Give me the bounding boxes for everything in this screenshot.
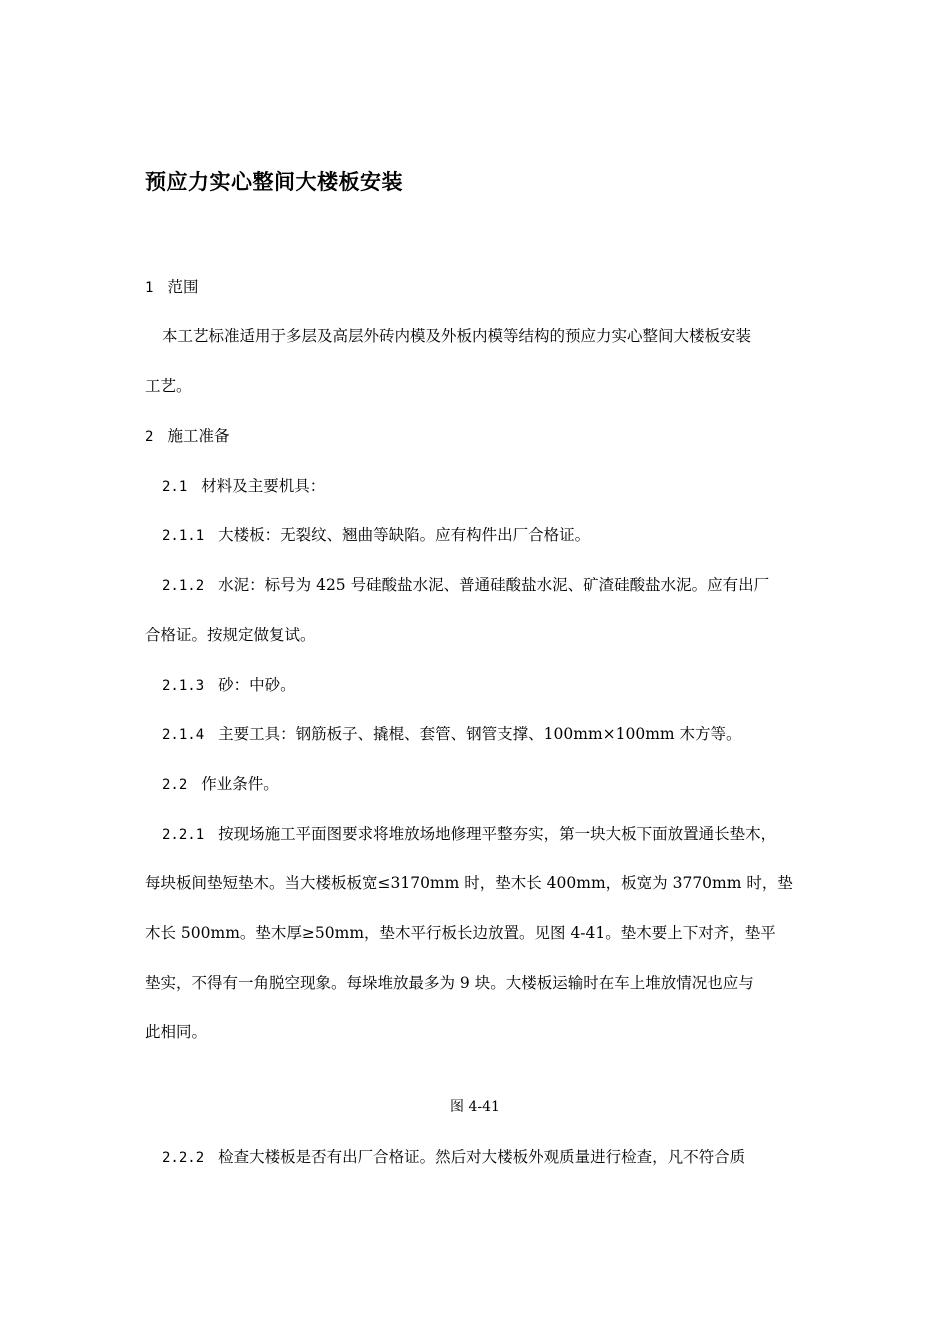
subsection-number: 2.1 xyxy=(162,479,188,495)
subsection-text: 按现场施工平面图要求将堆放场地修理平整夯实，第一块大板下面放置通长垫木， xyxy=(218,825,777,843)
section-2-heading xyxy=(145,426,229,447)
paragraph-line: 木长 500mm。垫木厚≥50mm，垫木平行板长边放置。见图 4-41。垫木要上下对齐，垫平 xyxy=(145,924,776,942)
figure-caption: 图 4-41 xyxy=(450,1099,500,1115)
paragraph-line: 工艺。 xyxy=(145,377,192,395)
subsection-2-1 xyxy=(162,476,325,497)
section-number: 1 xyxy=(145,280,154,296)
section-number: 2 xyxy=(145,429,154,445)
subsection-2-1-4 xyxy=(162,724,742,745)
subsection-text: 材料及主要机具： xyxy=(201,477,326,495)
subsection-text: 主要工具：钢筋板子、撬棍、套管、钢管支撑、100mm×100mm 木方等。 xyxy=(218,725,742,743)
subsection-text: 水泥：标号为 425 号硅酸盐水泥、普通硅酸盐水泥、矿渣硅酸盐水泥。应有出厂 xyxy=(218,576,770,594)
paragraph-line: 每块板间垫短垫木。当大楼板板宽≤3170mm 时，垫木长 400mm，板宽为 3770mm 时，垫 xyxy=(145,874,793,892)
subsection-number: 2.1.1 xyxy=(162,528,205,544)
subsection-2-2-2 xyxy=(162,1147,745,1168)
subsection-number: 2.1.2 xyxy=(162,578,205,594)
subsection-2-2-1 xyxy=(162,824,776,845)
subsection-2-1-1 xyxy=(162,525,590,546)
subsection-text: 大楼板：无裂纹、翘曲等缺陷。应有构件出厂合格证。 xyxy=(218,526,591,544)
paragraph-line: 垫实，不得有一角脱空现象。每垛堆放最多为 9 块。大楼板运输时在车上堆放情况也应与 xyxy=(145,974,754,992)
subsection-text: 检查大楼板是否有出厂合格证。然后对大楼板外观质量进行检查，凡不符合质 xyxy=(218,1148,746,1166)
subsection-number: 2.1.3 xyxy=(162,678,205,694)
document-title: 预应力实心整间大楼板安装 xyxy=(145,169,403,194)
subsection-2-1-2 xyxy=(162,575,769,596)
subsection-number: 2.2 xyxy=(162,777,188,793)
paragraph-line: 本工艺标准适用于多层及高层外砖内模及外板内模等结构的预应力实心整间大楼板安装 xyxy=(162,327,752,345)
subsection-2-2 xyxy=(162,774,279,795)
paragraph-line: 合格证。按规定做复试。 xyxy=(145,626,316,644)
subsection-number: 2.1.4 xyxy=(162,727,205,743)
subsection-2-1-3 xyxy=(162,675,296,696)
subsection-text: 砂：中砂。 xyxy=(218,676,296,694)
paragraph-line: 此相同。 xyxy=(145,1023,208,1041)
section-title: 范围 xyxy=(167,278,199,296)
section-title: 施工准备 xyxy=(167,427,230,445)
subsection-text: 作业条件。 xyxy=(201,775,279,793)
subsection-number: 2.2.2 xyxy=(162,1150,205,1166)
subsection-number: 2.2.1 xyxy=(162,827,205,843)
section-1-heading xyxy=(145,277,198,298)
